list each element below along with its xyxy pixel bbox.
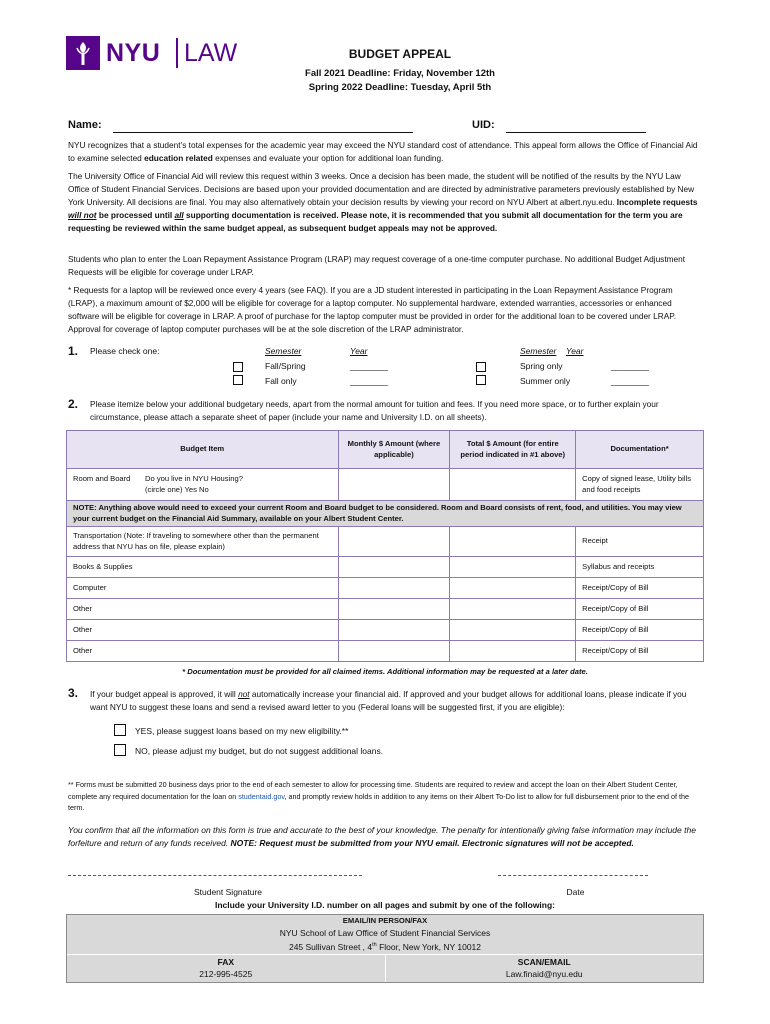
page-title: BUDGET APPEAL [348,47,452,61]
header-monthly: Monthly $ Amount (where applicable) [338,431,450,469]
row-monthly[interactable] [338,527,450,557]
table-header-row [67,431,704,469]
forms-note-b: , and promptly review holds in addition to any items on their Albert To-Do list to allow for full disbursement prior to the end of the term. [68,791,690,812]
review-bold-2: be processed until [96,210,175,220]
address-street: 245 Sullivan Street , 4 [288,941,373,952]
uid-row [472,118,646,133]
logo-divider [176,38,178,68]
row-monthly[interactable] [338,557,450,578]
fall-only-label: Fall only [265,376,297,386]
forms-note [68,779,704,814]
row-item: Other [67,641,339,662]
name-field[interactable] [113,122,413,133]
no-loans-checkbox[interactable] [114,744,126,756]
header-budget-item: Budget Item [67,431,339,469]
row-doc: Receipt/Copy of Bill [576,599,704,620]
room-board-doc: Copy of signed lease, Utility bills and food receipts [576,469,704,501]
room-board-label: Room and Board [73,474,131,484]
row-item: Other [67,620,339,641]
review-paragraph [68,170,704,235]
review-will-not: will not [68,210,97,220]
q3-text-a: If your budget appeal is approved, it will [90,689,239,699]
scan-email-label: SCAN/EMAIL [517,957,571,968]
confirm-text: You confirm that all the information on this form is true and accurate to the best of your knowledge. The penalty for intentionally giving false information may include the forfeiture and return of any funds received. [68,825,696,848]
lrap-paragraph: Students who plan to enter the Loan Repayment Assistance Program (LRAP) may request coverage of a one-time computer purchase. No additional Budget Adjustment Requests will be eligible for coverage under LRAP. [68,254,686,277]
fall-spring-label: Fall/Spring [265,361,306,371]
table-row [67,557,704,578]
row-monthly[interactable] [338,578,450,599]
date-label: Date [566,887,585,897]
yes-loans-checkbox[interactable] [114,724,126,736]
room-board-total[interactable] [450,469,576,501]
forms-note-a: ** Forms must be submitted 20 business days prior to the end of each semester to allow for processing time. Students are required to review and accept the loan on their Albert Student Center, complete any required documentation for the loan on [68,780,678,801]
header-documentation: Documentation* [576,431,704,469]
uid-field[interactable] [506,122,646,133]
row-monthly[interactable] [338,620,450,641]
row-doc: Syllabus and receipts [576,557,704,578]
fall-spring-year[interactable]: ________ [350,361,388,371]
row-doc: Receipt/Copy of Bill [576,620,704,641]
intro-paragraph [68,139,704,165]
address-sup: th [372,941,377,948]
room-board-monthly[interactable] [338,469,450,501]
yes-loans-label: YES, please suggest loans based on my new eligibility.** [135,726,349,736]
row-doc: Receipt [576,527,704,557]
no-loans-label: NO, please adjust my budget, but do not suggest additional loans. [135,746,384,756]
fax-number: 212-995-4525 [199,968,253,979]
fall-only-year[interactable]: ________ [350,376,388,386]
studentaid-link[interactable]: studentaid.gov [238,791,285,801]
q1-year-header-2: Year [566,346,584,356]
table-row [67,599,704,620]
q1-number: 1. [68,344,79,358]
summer-only-label: Summer only [520,376,571,386]
row-total[interactable] [450,527,576,557]
summer-only-year[interactable]: ________ [611,376,649,386]
q1-semester-header-2: Semester [520,346,557,356]
table-row-room-board [67,469,704,501]
housing-options[interactable]: (circle one) Yes No [145,484,209,494]
summer-only-checkbox[interactable] [476,375,486,385]
row-monthly[interactable] [338,599,450,620]
row-monthly[interactable] [338,641,450,662]
date-line[interactable] [498,875,648,876]
table-footnote: * Documentation must be provided for all claimed items. Additional information may be requested at a later date. [182,667,588,676]
review-text: The University Office of Financial Aid will review this request within 3 weeks. Once a decision has been made, the student will be notified of the results by the NYU Law Office of Student Financial Services. Decisions are based upon your provided documentation and are directed by administrative parameters previously established by New York University. All decisions are final. You may also alternatively obtain your decision results by viewing your record on NYU Albert at albert.nyu.edu. [68,171,695,207]
row-total[interactable] [450,599,576,620]
review-all: all [174,210,184,220]
q3-text [90,688,704,714]
table-row [67,641,704,662]
confirm-statement [68,824,704,850]
fall-deadline: Fall 2021 Deadline: Friday, November 12th [305,68,495,79]
fax-label: FAX [217,957,235,968]
nyu-law-logo [66,36,238,70]
spring-only-checkbox[interactable] [476,362,486,372]
row-total[interactable] [450,641,576,662]
budget-table [66,430,704,662]
spring-deadline: Spring 2022 Deadline: Tuesday, April 5th [308,82,492,93]
submission-method: EMAIL/IN PERSON/FAX [342,916,428,925]
office-name: NYU School of Law Office of Student Financial Services [279,928,491,939]
room-board-note: NOTE: Anything above would need to exceed your current Room and Board budget to be considered. Room and Board consists of rent, food, and utilities. You may view your current budget on the Financial Aid Summary, available on your Albert Student Center. [67,501,704,527]
laptop-paragraph: * Requests for a laptop will be reviewed once every 4 years (see FAQ). If you are a JD student interested in participating in the Loan Repayment Assistance Program (LRAP), a maximum amount of $2,000 will be eligible for coverage for a laptop computer. No supplemental hardware, extended warranties, accessories or enhanced software will be eligible for coverage in LRAP. A proof of purchase for the laptop computer must be provided in order for the additional loan to be covered under LRAP. Approval for coverage of laptop computer purchases will be at the sole discretion of the LRAP administrator. [68,285,677,334]
email-cell [386,955,704,982]
intro-text: NYU recognizes that a student’s total expenses for the academic year may exceed the NYU standard cost of attendance. This appeal form allows the Office of Financial Aid to examine selected [68,140,698,163]
spring-only-year[interactable]: ________ [611,361,649,371]
intro-bold: education related [144,153,213,163]
table-row [67,620,704,641]
torch-icon [66,36,100,70]
office-address [67,941,703,954]
uid-label: UID: [472,119,495,131]
intro-text-end: expenses and evaluate your option for additional loan funding. [212,153,444,163]
row-total[interactable] [450,620,576,641]
row-total[interactable] [450,557,576,578]
row-item: Other [67,599,339,620]
q3-text-c: automatically increase your financial aid. If approved and your budget allows for additional loans, please indicate if you want NYU to suggest these loans and send a revised award letter to you (Federal loans will be suggested first, if you are eligible): [90,689,687,712]
email-address[interactable]: Law.finaid@nyu.edu [505,968,583,979]
row-item: Books & Supplies [67,557,339,578]
logo-nyu: NYU [106,39,161,67]
review-bold-1: Incomplete requests [616,197,698,207]
header-total: Total $ Amount (for entire period indicated in #1 above) [450,431,576,469]
table-row [67,527,704,557]
fall-spring-checkbox[interactable] [233,362,243,372]
q1-label: Please check one: [90,346,160,356]
table-row [67,578,704,599]
spring-only-label: Spring only [520,361,563,371]
confirm-note: NOTE: Request must be submitted from your NYU email. Electronic signatures will not be accepted. [230,838,634,848]
table-note-row [67,501,704,527]
row-total[interactable] [450,578,576,599]
address-city: Floor, New York, NY 10012 [376,941,482,952]
q1-semester-header: Semester [265,346,302,356]
row-doc: Receipt/Copy of Bill [576,641,704,662]
q1-year-header: Year [350,346,368,356]
row-item: Transportation (Note: If traveling to somewhere other than the permanent address that NYU has on file, please explain) [67,527,339,557]
row-doc: Receipt/Copy of Bill [576,578,704,599]
logo-law: LAW [184,39,238,67]
fax-cell [67,955,386,982]
review-bold-3: supporting documentation is received. Please note, it is recommended that you submit all documentation for the term you are requesting be reviewed within the same budget appeal, as subsequent budget appeals may not be approved. [68,210,683,233]
q2-number: 2. [68,397,79,411]
name-label: Name: [68,119,102,131]
submit-instructions: Include your University I.D. number on all pages and submit by one of the following: [214,900,556,910]
signature-label: Student Signature [193,887,263,897]
submission-info-box [66,914,704,983]
name-row [68,118,413,133]
q3-not: not [238,689,250,699]
row-item: Computer [67,578,339,599]
room-board-cell [67,469,339,501]
signature-line[interactable] [68,875,362,876]
q3-number: 3. [68,686,79,700]
fall-only-checkbox[interactable] [233,375,243,385]
contact-grid [67,954,703,982]
q2-text: Please itemize below your additional budgetary needs, apart from the normal amount for tuition and fees. If you need more space, or to further explain your circumstance, please attach a separate sheet of paper (include your name and University I.D. on all sheets). [90,399,659,422]
housing-question: Do you live in NYU Housing? [145,474,243,484]
